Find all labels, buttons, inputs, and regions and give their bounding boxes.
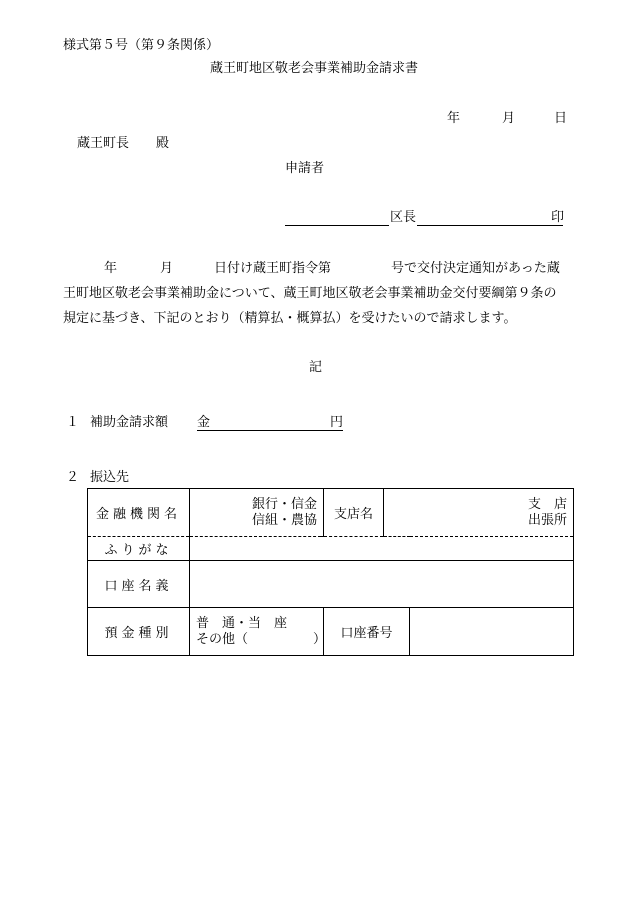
- item2-label: 振込先: [90, 470, 130, 485]
- body-line2: 王町地区敬老会事業補助金について、蔵王町地区敬老会事業補助金交付要綱第９条の: [63, 286, 557, 301]
- deposit-type-2: その他（ ）: [196, 631, 327, 647]
- account-number-label: 口座番号: [324, 608, 410, 656]
- item1-label: 補助金請求額: [90, 415, 169, 430]
- addressee-name: 蔵王町長: [77, 136, 130, 151]
- branch-name-cell[interactable]: [384, 489, 574, 537]
- item2-number: ２: [66, 470, 80, 485]
- date-month: 月: [502, 111, 516, 126]
- ki-heading: 記: [309, 360, 323, 375]
- date-year: 年: [447, 111, 461, 126]
- bank-name-cell[interactable]: [190, 489, 324, 537]
- furigana-cell[interactable]: [190, 537, 574, 561]
- bank-type-1: 銀行・信金: [252, 496, 318, 512]
- body-year: 年: [104, 261, 118, 276]
- addressee-honorific: 殿: [156, 136, 170, 151]
- deposit-type-1: 普 通・当 座: [196, 615, 288, 631]
- bank-transfer-table: [87, 488, 574, 656]
- amount-field-line[interactable]: [197, 430, 343, 431]
- form-title: 蔵王町地区敬老会事業補助金請求書: [210, 61, 419, 76]
- body-month: 月: [160, 261, 174, 276]
- body-line3: 規定に基づき、下記のとおり（精算払・概算払）を受けたいので請求します。: [63, 311, 517, 326]
- deposit-type-label: 預金種別: [88, 608, 190, 656]
- bank-type-2: 信組・農協: [252, 512, 318, 528]
- body-dated: 日付け蔵王町指令第: [214, 261, 332, 276]
- account-name-cell[interactable]: [190, 561, 574, 608]
- date-day: 日: [554, 111, 568, 126]
- branch-type-2: 出張所: [528, 512, 568, 528]
- bank-name-label: 金融機関名: [88, 489, 190, 537]
- district-head-label: 区長: [390, 210, 417, 225]
- district-name-line[interactable]: [285, 225, 389, 226]
- account-number-cell[interactable]: [410, 608, 574, 656]
- deposit-type-cell[interactable]: [190, 608, 327, 656]
- form-number: 様式第５号（第９条関係）: [63, 38, 220, 53]
- seal-mark: 印: [551, 210, 565, 225]
- branch-name-label: 支店名: [324, 489, 384, 537]
- applicant-label: 申請者: [285, 161, 325, 176]
- account-name-label: 口座名義: [88, 561, 190, 608]
- branch-type-1: 支 店: [528, 496, 568, 512]
- item1-number: １: [66, 415, 80, 430]
- body-line1-rest: 号で交付決定通知があった蔵: [391, 261, 560, 276]
- furigana-label: ふりがな: [88, 537, 190, 561]
- district-head-name-line[interactable]: [417, 225, 563, 226]
- amount-unit: 円: [330, 415, 344, 430]
- amount-prefix: 金: [197, 415, 211, 430]
